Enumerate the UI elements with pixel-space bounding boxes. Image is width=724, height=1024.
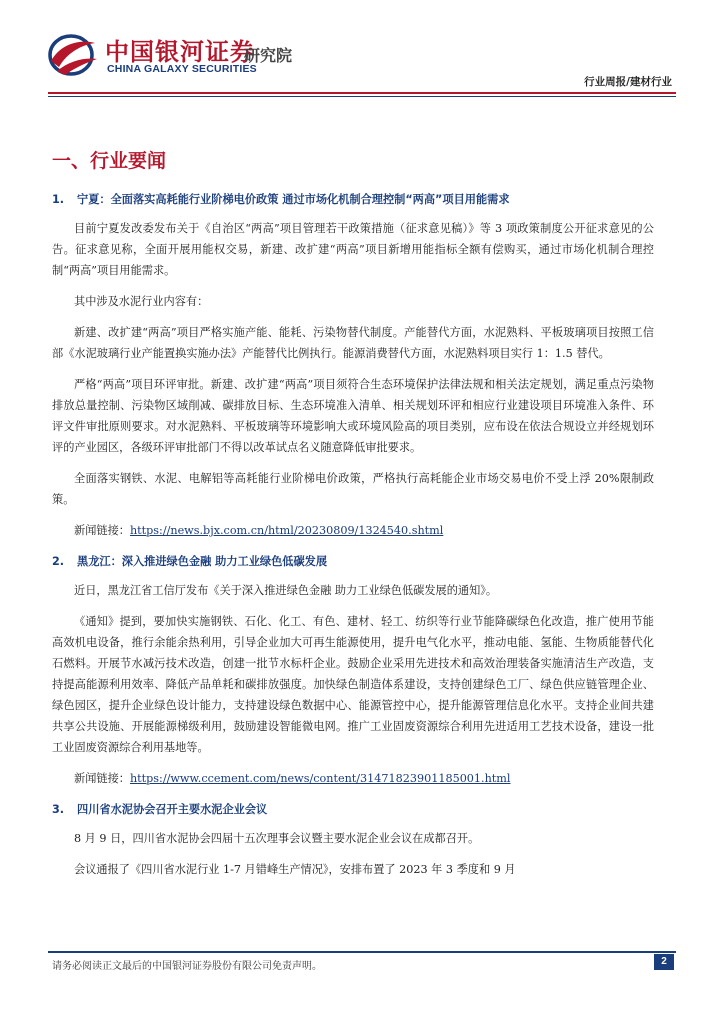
header-divider-red — [48, 92, 676, 94]
paragraph: 近日，黑龙江省工信厅发布《关于深入推进绿色金融 助力工业绿色低碳发展的通知》。 — [74, 584, 498, 597]
paragraph: 新建、改扩建“两高”项目严格实施产能、能耗、污染物替代制度。产能替代方面，水泥熟料、平板玻璃项目按照工信部《水泥玻璃行业产能置换实施办法》产能替代比例执行。能源消费替代方面，水泥熟料项目实行 1：1.5 替代。 — [52, 326, 654, 360]
brand-name-en: CHINA GALAXY SECURITIES — [107, 63, 257, 75]
paragraph: 《通知》提到，要加快实施钢铁、石化、化工、有色、建材、轻工、纺织等行业节能降碳绿色化改造，推广使用节能高效机电设备，推行余能余热利用，引导企业加大可再生能源使用，提升电气化水平，推动电能、氢能、生物质能替代化石燃料。开展节水减污技术改造，创建一批节水标杆企业。鼓励企业采用先进技术和高效治理装备实施清洁生产改造，支持提高能源利用效率、降低产品单耗和碳排放强度。加快绿色制造体系建设，支持创建绿色工厂、绿色供应链管理企业、绿色园区，提升企业绿色设计能力，支持建设绿色数据中心、能源管控中心，提升能源管理信息化水平。支持企业间共建共享公共设施、开展能源梯级利用，鼓励建设智能微电网。推广工业固废资源综合利用先进适用工艺技术设备，建设一批工业固废资源综合利用基地等。 — [52, 615, 654, 754]
news-item-title: 四川省水泥协会召开主要水泥企业会议 — [77, 803, 268, 816]
footer-divider — [48, 951, 676, 953]
news-item — [52, 799, 672, 880]
galaxy-logo-icon — [47, 31, 99, 77]
paragraph: 严格“两高”项目环评审批。新建、改扩建“两高”项目须符合生态环境保护法律法规和相关法定规划，满足重点污染物排放总量控制、污染物区域削减、碳排放目标、生态环境准入清单、相关规划环评和相应行业建设项目环境准入条件、环评文件审批原则要求。对水泥熟料、平板玻璃等环境影响大或环境风险高的项目类别，应布设在依法合规设立并经规划环评的产业园区，各级环评审批部门不得以改革试点名义随意降低审批要求。 — [52, 378, 654, 454]
report-category-tag: 行业周报/建材行业 — [584, 76, 672, 88]
news-link-line — [52, 520, 672, 541]
news-link[interactable]: https://www.ccement.com/news/content/31471823901185001.html — [129, 772, 511, 785]
paragraph: 目前宁夏发改委发布关于《自治区“两高”项目管理若干政策措施（征求意见稿）》等 3 项政策制度公开征求意见的公告。征求意见称，全面开展用能权交易，新建、改扩建“两高”项目新增用能指标全额有偿购买，通过市场化机制合理控制“两高”项目用能需求。 — [52, 222, 654, 277]
brand-name-cn: 中国银河证券 — [105, 38, 255, 66]
news-item-number: 3. — [52, 803, 65, 816]
news-item-heading — [52, 551, 672, 572]
news-link[interactable]: https://news.bjx.com.cn/html/20230809/1324540.shtml — [129, 524, 444, 537]
paragraph: 全面落实钢铁、水泥、电解铝等高耗能行业阶梯电价政策，严格执行高耗能企业市场交易电价不受上浮 20%限制政策。 — [52, 472, 654, 506]
page-header — [0, 0, 724, 100]
research-institute-label: 研究院 — [244, 46, 293, 65]
news-item-title: 黑龙江：深入推进绿色金融 助力工业绿色低碳发展 — [77, 555, 328, 568]
paragraph: 会议通报了《四川省水泥行业 1-7 月错峰生产情况》，安排布置了 2023 年 3 季度和 9 月 — [74, 863, 516, 876]
news-item — [52, 189, 672, 541]
news-item-title: 宁夏：全面落实高耗能行业阶梯电价政策 通过市场化机制合理控制“两高”项目用能需求 — [77, 193, 510, 206]
report-body — [52, 146, 672, 890]
paragraph: 其中涉及水泥行业内容有： — [74, 295, 209, 308]
news-link-label: 新闻链接： — [74, 524, 130, 537]
paragraph: 8 月 9 日，四川省水泥协会四届十五次理事会议暨主要水泥企业会议在成都召开。 — [74, 832, 480, 845]
news-link-label: 新闻链接： — [74, 772, 130, 785]
news-item-number: 2. — [52, 555, 65, 568]
news-item — [52, 551, 672, 789]
section-title: 一、行业要闻 — [52, 150, 167, 172]
news-item-number: 1. — [52, 193, 65, 206]
news-item-heading — [52, 799, 672, 820]
disclaimer-note: 请务必阅读正文最后的中国银河证券股份有限公司免责声明。 — [52, 961, 322, 972]
news-link-line — [52, 768, 672, 789]
header-divider-blue — [48, 96, 676, 97]
page-number: 2 — [654, 954, 674, 970]
news-item-heading — [52, 189, 672, 210]
